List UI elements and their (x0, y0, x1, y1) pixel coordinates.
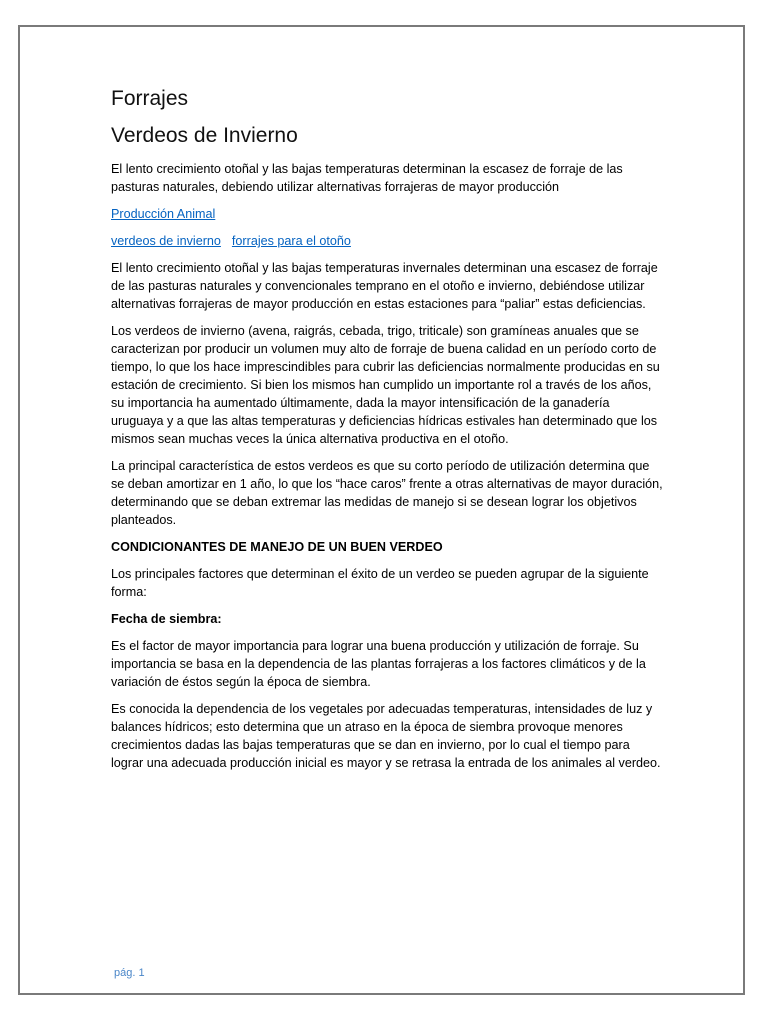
section-intro-paragraph: Los principales factores que determinan el éxito de un verdeo se pueden agrupar de la siguiente forma: (111, 567, 649, 599)
section-heading: CONDICIONANTES DE MANEJO DE UN BUEN VERDEO (111, 540, 443, 554)
body-paragraph: La principal característica de estos verdeos es que su corto período de utilización determina que se deban amortizar en 1 año, lo que los “hace caros” frente a otras alternativas de mayor duración, determinando que se deban extremar las medidas de manejo si se desean lograr los objetivos planteados. (111, 459, 663, 527)
subsection-heading: Fecha de siembra: (111, 612, 222, 626)
body-paragraph: El lento crecimiento otoñal y las bajas temperaturas invernales determinan una escasez de forraje de las pasturas naturales y convencionales temprano en el otoño e invierno, debiéndose utilizar alternativas forrajeras de mayor producción en estas estaciones para “paliar” estas deficiencias. (111, 261, 658, 311)
category-row (111, 205, 663, 223)
tag-link-forrajes-para-el-otono[interactable]: forrajes para el otoño (231, 234, 351, 248)
document-subtitle: Verdeos de Invierno (111, 124, 298, 147)
subsection-paragraph: Es conocida la dependencia de los vegetales por adecuadas temperaturas, intensidades de luz y balances hídricos; esto determina que un atraso en la época de siembra provoque menores crecimientos dadas las bajas temperaturas que se dan en invierno, por lo cual el tiempo para lograr una adecuada producción inicial es mayor y se retrasa la entrada de los animales al verdeo. (111, 702, 661, 770)
body-paragraph: Los verdeos de invierno (avena, raigrás, cebada, trigo, triticale) son gramíneas anuales que se caracterizan por producir un volumen muy alto de forraje de buena calidad en un período corto de tiempo, lo que los hace imprescindibles para cubrir las deficiencias normalmente producidas en su estación de crecimiento. Si bien los mismos han cumplido un importante rol a través de los años, su importancia ha aumentado últimamente, dada la mayor intensificación de la ganadería uruguaya y a que las altas temperaturas y deficiencias hídricas estivales han determinado que los mismos sean muchas veces la única alternativa productiva en el otoño. (111, 324, 660, 446)
tag-link-verdeos-de-invierno[interactable]: verdeos de invierno (111, 234, 221, 248)
document-page (18, 25, 745, 995)
intro-paragraph: El lento crecimiento otoñal y las bajas temperaturas determinan la escasez de forraje de las pasturas naturales, debiendo utilizar alternativas forrajeras de mayor producción (111, 162, 623, 194)
category-link-produccion-animal[interactable]: Producción Animal (111, 207, 216, 221)
document-title: Forrajes (111, 87, 189, 110)
page-number-footer: pág. 1 (114, 967, 145, 979)
subsection-paragraph: Es el factor de mayor importancia para lograr una buena producción y utilización de forraje. Su importancia se basa en la dependencia de las plantas forrajeras a los factores climáticos y de la variación de éstos según la época de siembra. (111, 639, 646, 689)
tag-links-row (111, 232, 663, 250)
document-body (111, 85, 663, 781)
